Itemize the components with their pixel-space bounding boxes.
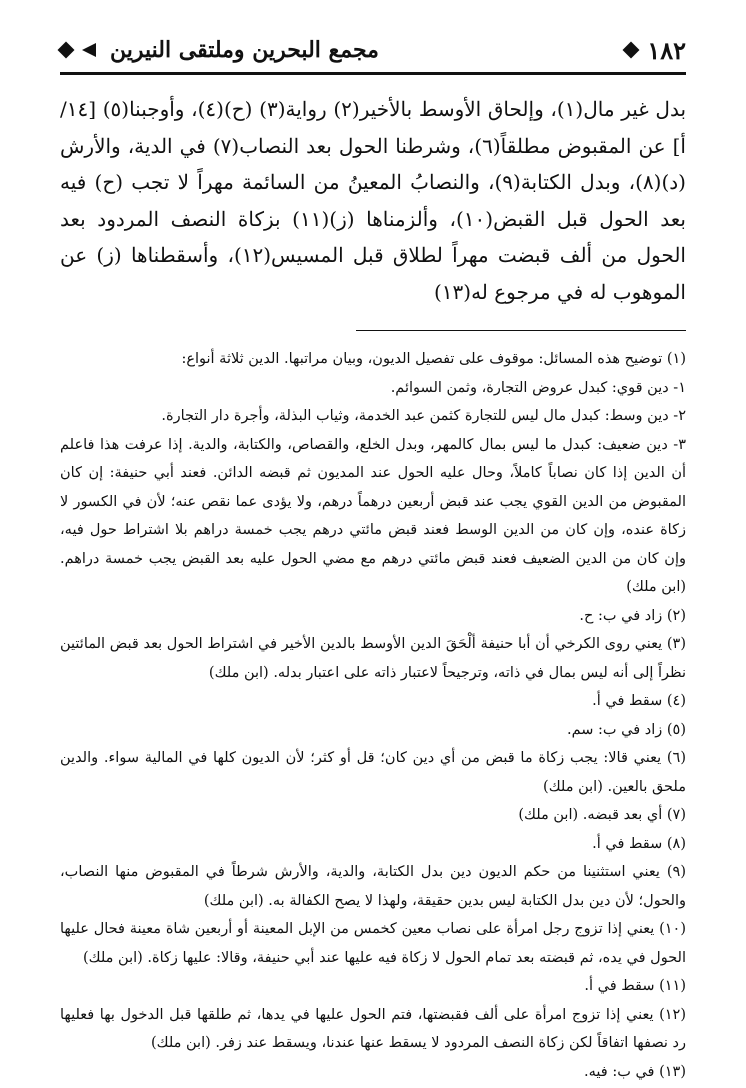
footnote-separator — [356, 330, 686, 331]
footnote: (٨) سقط في أ. — [592, 835, 686, 852]
running-title: مجمع البحرين وملتقى النيرين — [110, 37, 379, 63]
footnote: (١٠) يعني إذا تزوج رجل امرأة على نصاب معين كخمس من الإبل المعينة أو أربعين شاة معينة فحال عليها الحول في يده، ثم قبضته بعد تمام الحول لا زكاة فيه عليها عند أبي حنيفة، وقالا: عليها زكاة. (ابن ملك) — [60, 921, 686, 966]
footnote: (١١) سقط في أ. — [584, 978, 686, 994]
page-number: ١٨٢ — [647, 35, 686, 65]
header-rule — [60, 72, 686, 75]
footnote: ١- دين قوي: كبدل عروض التجارة، وثمن السوائم. — [390, 379, 686, 396]
footnote: (٤) سقط في أ. — [592, 693, 686, 709]
diamond-ornament-left-icon — [58, 42, 75, 59]
header-title-group — [60, 37, 379, 63]
footnote: (٦) يعني قالا: يجب زكاة ما قبض من أي دين كان؛ قل أو كثر؛ لأن الديون كلها في المالية سواء. والدين ملحق بالعين. (ابن ملك) — [60, 750, 686, 795]
diamond-ornament-icon — [623, 42, 640, 59]
main-paragraph: بدل غير مال(١)، وإلحاق الأوسط بالأخير(٢) رواية(٣) (ح)(٤)، وأوجبنا(٥) [١٤/أ] عن المقبوض مطلقاً(٦)، وشرطنا الحول بعد النصاب(٧) في الدية، والأرش (د)(٨)، وبدل الكتابة(٩)، والنصابُ المعينُ من السائمة مهراً لا تجب (ح) فيه بعد الحول قبل القبض(١٠)، وألزمناها (ز)(١١) بزكاة النصف المردود بعد الحول من ألف قبضت مهراً لطلاق قبل المسيس(١٢)، وأسقطناها (ز) عن الموهوب له في مرجوع له(١٣) — [60, 97, 687, 304]
footnote: (١) توضيح هذه المسائل: موقوف على تفصيل الديون، وبيان مراتبها. الدين ثلاثة أنواع: — [181, 351, 686, 367]
header-right — [625, 36, 686, 65]
running-header — [60, 30, 686, 70]
footnote: (١٢) يعني إذا تزوج امرأة على ألف فقبضتها، فتم الحول عليها في يدها، ثم طلقها قبل الدخول بها فعليها رد نصفها اتفاقاً لكن زكاة النصف المردود لا يسقط عنها عندنا، ويسقط عند زفر. (ابن ملك) — [60, 1006, 686, 1051]
footnote: (٣) يعني روى الكرخي أن أبا حنيفة ألْحَقَ الدين الأوسط بالدين الأخير في اشتراط الحول بعد قبض المائتين نظراً إلى أنه ليس بمال في ذاته، وترجيحاً لاعتبار ذاته على اعتبار بدله. (ابن ملك) — [60, 636, 686, 681]
footnote: ٢- دين وسط: كبدل مال ليس للتجارة كثمن عبد الخدمة، وثياب البذلة، وأجرة دار التجارة. — [161, 408, 686, 424]
footnote: (١٣) في ب: فيه. — [584, 1063, 686, 1080]
footnote: ٣- دين ضعيف: كبدل ما ليس بمال كالمهر، وبدل الخلع، والقصاص، والكتابة، والدية. إذا عرفت هذا فاعلم أن الدين إذا كان نصاباً كاملاً، وحال عليه الحول عند المديون ثم قبضه الدائن. فعند أبي حنيفة: إن كان المقبوض من الدين القوي يجب عند قبض أربعين درهماً درهم، ولا يؤدى عما نقص عنه؛ لأن في الكسور لا زكاة عنده، وإن كان من الدين الوسط فعند قبض مائتي درهم يجب خمسة دراهم بلا اشتراط حول فيه، وإن كان من الدين الضعيف فعند قبض مائتي درهم مع مضي الحول عليه بعد القبض يجب خمسة دراهم. (ابن ملك) — [60, 436, 686, 595]
footnote: (٢) زاد في ب: ح. — [579, 607, 686, 624]
footnote: (٧) أي بعد قبضه. (ابن ملك) — [518, 807, 686, 823]
footnote: (٩) يعني استثنينا من حكم الديون دين بدل الكتابة، والدية، والأرش شرطاً في المقبوض منها النصاب، والحول؛ لأن دين بدل الكتابة ليس بدين حقيقة، ولهذا لا يصح الكفالة به. (ابن ملك) — [60, 864, 686, 909]
arrow-ornament-icon — [82, 43, 96, 57]
footnotes — [60, 345, 686, 1086]
footnote: (٥) زاد في ب: سم. — [566, 721, 686, 738]
main-text — [60, 91, 686, 310]
